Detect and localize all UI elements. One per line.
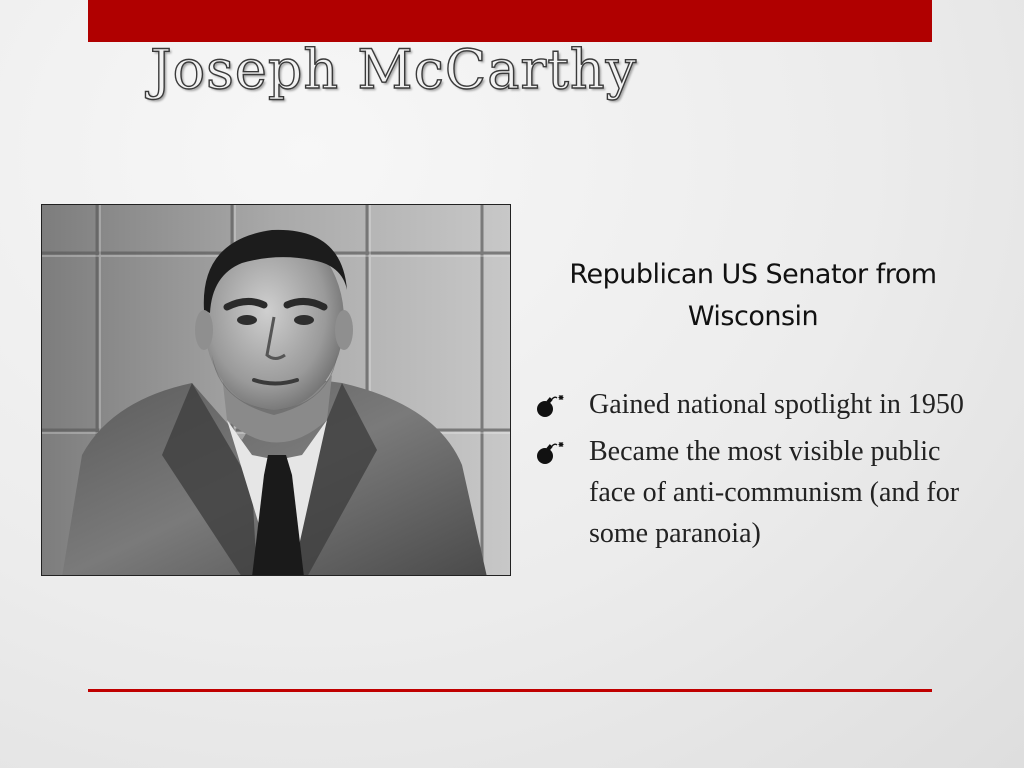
- bullet-text: Gained national spotlight in 1950: [589, 389, 964, 420]
- slide-title: Joseph McCarthy: [150, 38, 638, 101]
- bomb-icon: [536, 441, 568, 465]
- bullet-item: [536, 431, 976, 554]
- bottom-divider: [88, 689, 932, 692]
- bullet-list: [536, 384, 976, 560]
- top-accent-bar: [88, 0, 932, 42]
- bomb-icon: [536, 394, 568, 418]
- slide-subtitle: Republican US Senator from Wisconsin: [569, 259, 937, 332]
- bullet-item: [536, 384, 976, 425]
- portrait-photo: [41, 204, 511, 576]
- bullet-text: Became the most visible public face of anti-communism (and for some paranoia): [589, 436, 960, 549]
